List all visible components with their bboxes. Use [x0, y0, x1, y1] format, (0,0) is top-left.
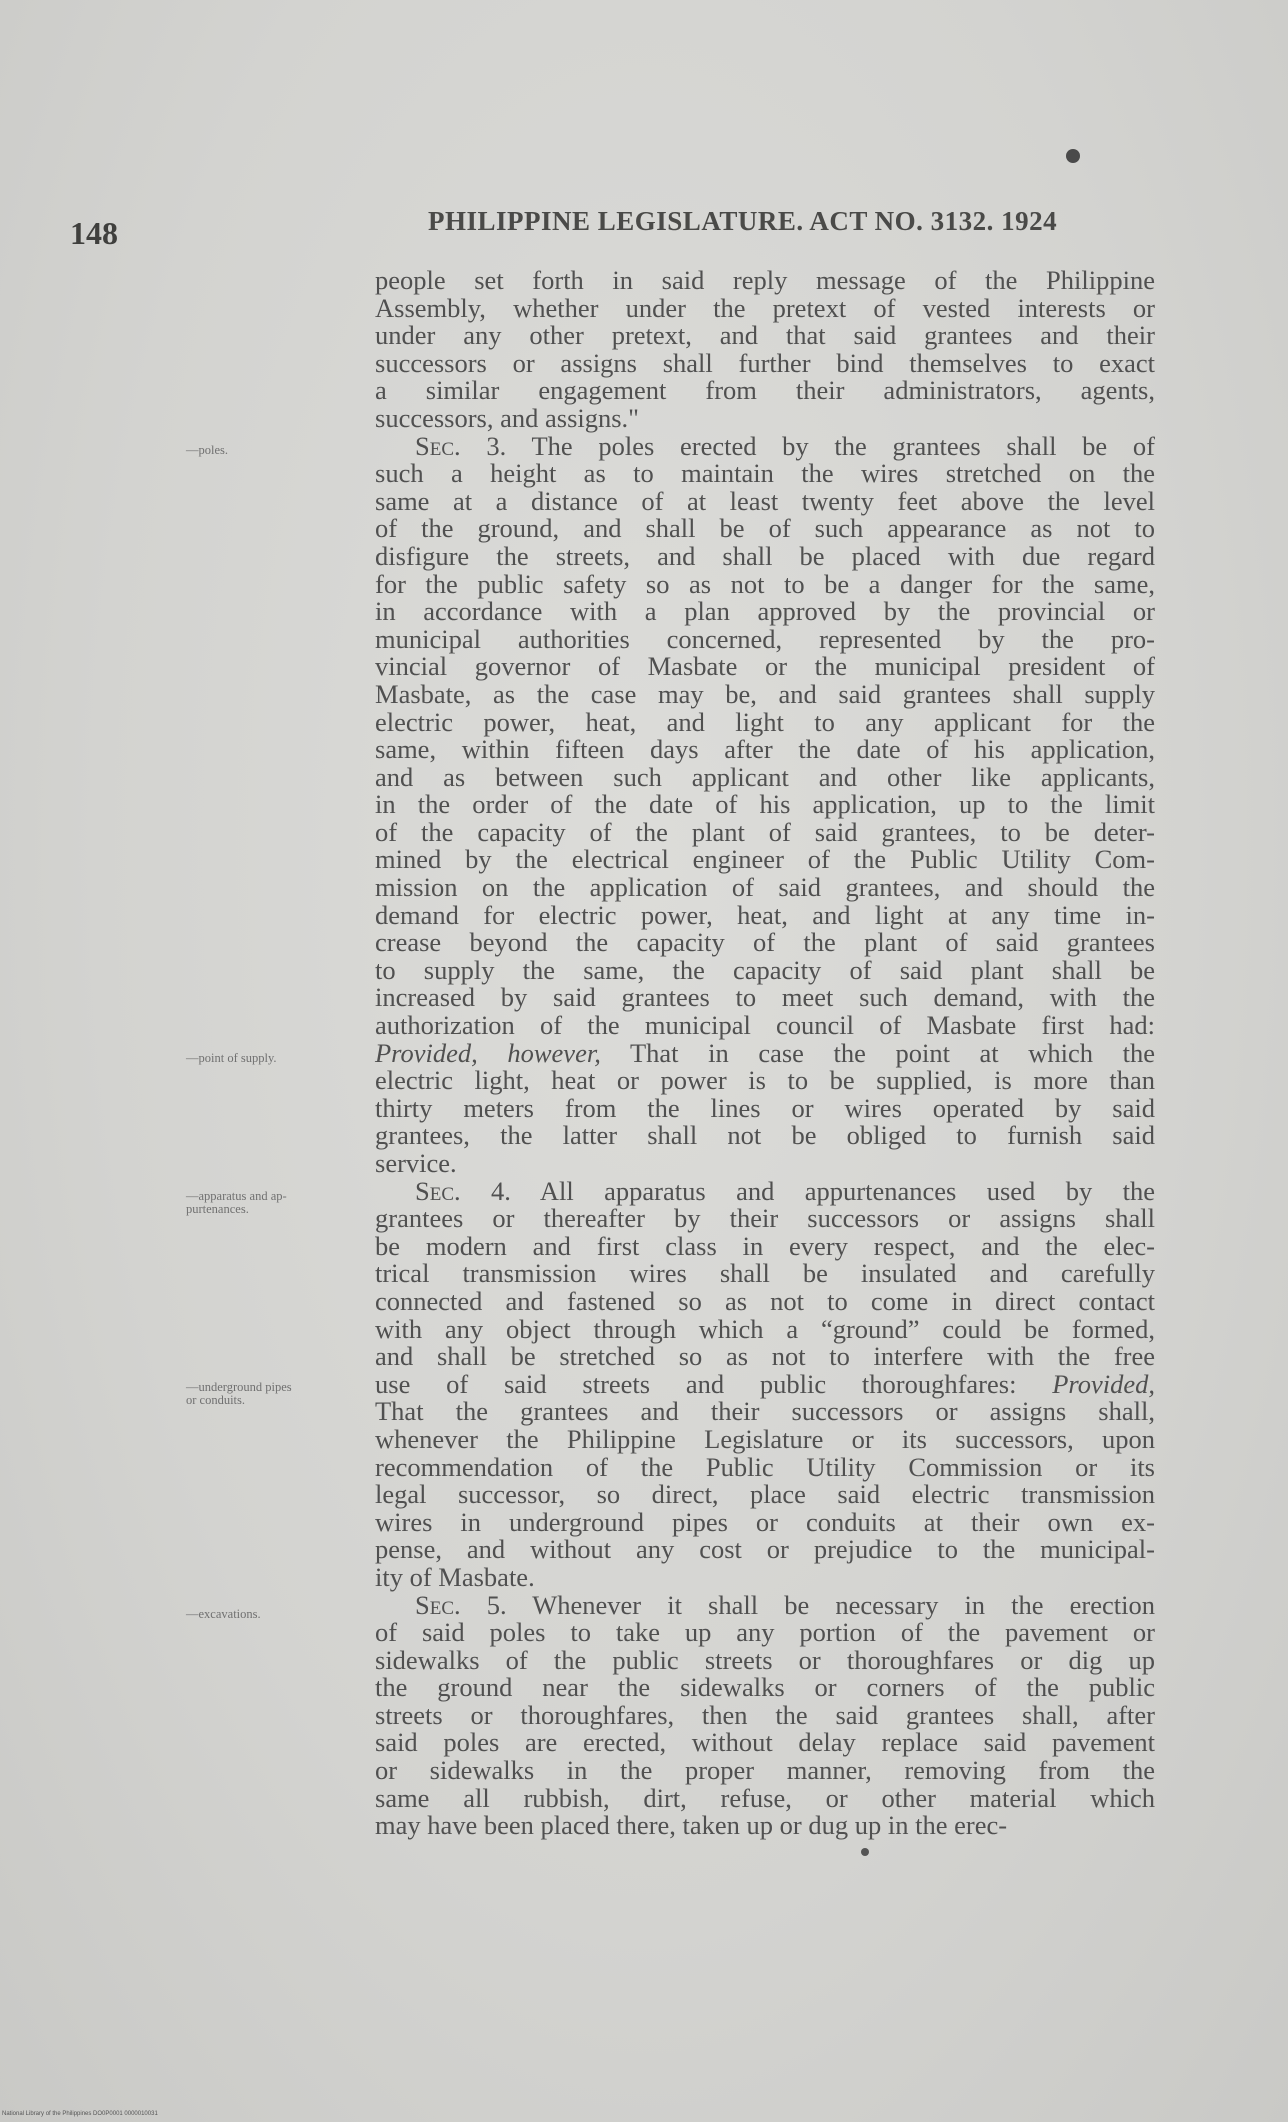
text-line: a similar engagement from their administrators, agents,: [375, 375, 1155, 406]
text-line: for the public safety so as not to be a danger for the same,: [375, 568, 1155, 599]
text-line: service.: [375, 1148, 457, 1178]
text-line: mission on the application of said grantees, and should the: [375, 872, 1155, 903]
margin-note-poles: —poles.: [186, 443, 229, 457]
text-line: Masbate, as the case may be, and said grantees shall supply: [375, 678, 1155, 709]
text-line: same all rubbish, dirt, refuse, or other material which: [375, 1782, 1155, 1813]
text-line: of said poles to take up any portion of the pavement or: [375, 1617, 1155, 1648]
text-line: demand for electric power, heat, and light at any time in-: [375, 899, 1155, 930]
text-line: Assembly, whether under the pretext of vested interests or: [375, 292, 1155, 323]
text-line: municipal authorities concerned, represented by the pro-: [375, 623, 1155, 654]
ink-spot: [1066, 149, 1080, 163]
body-text: [375, 267, 1155, 1840]
text-line: said poles are erected, without delay replace said pavement: [375, 1727, 1155, 1758]
text-line: electric power, heat, and light to any applicant for the: [375, 706, 1155, 737]
text-line: ity of Masbate.: [375, 1561, 535, 1592]
library-credit: National Library of the Philippines DO0P0001 0000010031: [2, 2111, 158, 2117]
text-line: thirty meters from the lines or wires operated by said: [375, 1092, 1155, 1123]
margin-note-underground-cont: or conduits.: [186, 1393, 246, 1407]
text-line: disfigure the streets, and shall be placed with due regard: [375, 540, 1155, 571]
text-line: Sec. 5. Whenever it shall be necessary in the erection: [415, 1589, 1155, 1620]
text-line: of the ground, and shall be of such appearance as not to: [375, 513, 1155, 544]
text-line: grantees or thereafter by their successors or assigns shall: [375, 1203, 1155, 1234]
text-line: same at a distance of at least twenty feet above the level: [375, 485, 1155, 516]
running-head: PHILIPPINE LEGISLATURE. ACT NO. 3132. 1924: [428, 206, 1058, 236]
text-line: Sec. 4. All apparatus and appurtenances used by the: [415, 1175, 1155, 1206]
margin-note-underground: —underground pipes: [186, 1380, 292, 1394]
text-line: electric light, heat or power is to be supplied, is more than: [375, 1065, 1155, 1096]
margin-note-excavations: —excavations.: [186, 1607, 261, 1621]
text-line: and as between such applicant and other like applicants,: [375, 761, 1155, 792]
text-line: sidewalks of the public streets or thoroughfares or dig up: [375, 1644, 1155, 1675]
text-line: wires in underground pipes or conduits at their own ex-: [375, 1506, 1155, 1537]
text-line: pense, and without any cost or prejudice to the municipal-: [375, 1534, 1155, 1565]
text-line: in accordance with a plan approved by the provincial or: [375, 596, 1155, 627]
text-line: connected and fastened so as not to come in direct contact: [375, 1285, 1155, 1316]
text-line: under any other pretext, and that said grantees and their: [375, 320, 1155, 351]
text-line: in the order of the date of his application, up to the limit: [375, 789, 1155, 820]
text-line: successors, and assigns.": [375, 402, 640, 433]
text-line: of the capacity of the plant of said grantees, to be deter-: [375, 816, 1155, 847]
text-line: trical transmission wires shall be insulated and carefully: [375, 1258, 1155, 1289]
text-line: legal successor, so direct, place said electric transmission: [375, 1479, 1155, 1510]
text-line: vincial governor of Masbate or the municipal president of: [375, 651, 1155, 682]
text-line: streets or thoroughfares, then the said grantees shall, after: [375, 1699, 1155, 1730]
text-line: whenever the Philippine Legislature or its successors, upon: [375, 1423, 1155, 1454]
text-line: such a height as to maintain the wires stretched on the: [375, 458, 1155, 489]
text-line: people set forth in said reply message of the Philippine: [375, 265, 1155, 295]
text-line: grantees, the latter shall not be obliged to furnish said: [375, 1120, 1155, 1151]
margin-note-apparatus-cont: purtenances.: [186, 1202, 249, 1216]
text-line: to supply the same, the capacity of said plant shall be: [375, 954, 1155, 985]
margin-note-apparatus: —apparatus and ap-: [186, 1189, 287, 1203]
text-line: That the grantees and their successors or assigns shall,: [375, 1396, 1155, 1427]
ink-spot-bottom: [861, 1848, 869, 1856]
text-line: the ground near the sidewalks or corners of the public: [375, 1672, 1155, 1703]
text-line: use of said streets and public thoroughfares: Provided,: [375, 1368, 1155, 1399]
text-line: with any object through which a “ground” could be formed,: [375, 1313, 1155, 1344]
text-line: may have been placed there, taken up or dug up in the erec-: [375, 1810, 1008, 1841]
text-line: crease beyond the capacity of the plant of said grantees: [375, 927, 1155, 958]
text-line: mined by the electrical engineer of the Public Utility Com-: [375, 844, 1155, 875]
text-line: be modern and first class in every respect, and the elec-: [375, 1230, 1155, 1261]
page-number: 148: [70, 215, 118, 251]
margin-note-point-of-supply: —point of supply.: [186, 1051, 277, 1065]
text-line: or sidewalks in the proper manner, removing from the: [375, 1755, 1155, 1786]
text-line: Sec. 3. The poles erected by the grantees shall be of: [415, 430, 1155, 461]
text-line: same, within fifteen days after the date of his application,: [375, 734, 1155, 765]
text-line: authorization of the municipal council of Masbate first had:: [375, 1010, 1155, 1041]
text-line: successors or assigns shall further bind themselves to exact: [375, 347, 1155, 378]
text-line: Provided, however, That in case the point at which the: [375, 1037, 1155, 1068]
text-line: increased by said grantees to meet such demand, with the: [375, 982, 1155, 1013]
text-line: recommendation of the Public Utility Commission or its: [375, 1451, 1155, 1482]
text-line: and shall be stretched so as not to interfere with the free: [375, 1341, 1155, 1372]
